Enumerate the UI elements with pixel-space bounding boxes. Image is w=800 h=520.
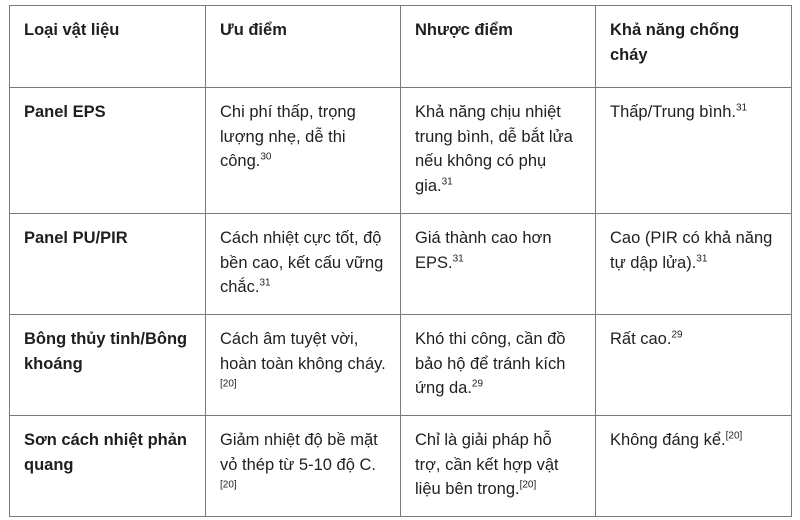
cons-cell: Giá thành cao hơn EPS.$^{31}$ bbox=[401, 214, 596, 315]
table-row bbox=[10, 88, 792, 214]
fire-cell: Thấp/Trung bình.$^{31}$ bbox=[596, 88, 792, 214]
fire-cell: Cao (PIR có khả năng tự dập lửa).$^{31}$ bbox=[596, 214, 792, 315]
fire-cell: Rất cao.$^{29}$ bbox=[596, 315, 792, 416]
citation[interactable]: 31 bbox=[452, 253, 464, 264]
citation[interactable]: 29 bbox=[671, 329, 683, 341]
citation[interactable]: [20] bbox=[519, 479, 537, 491]
header-cons: Nhược điểm bbox=[401, 6, 596, 88]
table-row bbox=[10, 315, 792, 416]
header-row bbox=[10, 6, 792, 88]
header-material: Loại vật liệu bbox=[10, 6, 206, 88]
citation[interactable]: 31 bbox=[259, 277, 271, 289]
cons-cell: Chỉ là giải pháp hỗ trợ, cần kết hợp vật liệu bên trong.[20] bbox=[401, 416, 596, 517]
cons-cell: Khó thi công, cần đồ bảo hộ để tránh kích ứng da.$^{29}$ bbox=[401, 315, 596, 416]
pros-cell: Chi phí thấp, trọng lượng nhẹ, dễ thi công.$^{30}$ bbox=[206, 88, 401, 214]
citation[interactable]: 30 bbox=[260, 151, 272, 163]
citation[interactable]: 29 bbox=[471, 378, 484, 390]
fire-cell: Không đáng kể.[20] bbox=[596, 416, 792, 517]
table-row bbox=[10, 214, 792, 315]
cons-cell: Khả năng chịu nhiệt trung bình, dễ bắt lửa nếu không có phụ gia.$^{31}$ bbox=[401, 88, 596, 214]
header-fire-resistance: Khả năng chống cháy bbox=[596, 6, 792, 88]
citation[interactable]: [20] bbox=[725, 430, 743, 442]
material-cell: Sơn cách nhiệt phản quang bbox=[10, 416, 206, 517]
pros-cell: Giảm nhiệt độ bề mặt vỏ thép từ 5-10 độ C.[20] bbox=[206, 416, 401, 517]
citation[interactable]: [20] bbox=[220, 378, 237, 390]
table-row bbox=[10, 416, 792, 517]
material-cell: Panel EPS bbox=[10, 88, 206, 214]
pros-cell: Cách âm tuyệt vời, hoàn toàn không cháy.[20] bbox=[206, 315, 401, 416]
citation[interactable]: 31 bbox=[696, 253, 708, 264]
citation[interactable]: 31 bbox=[441, 176, 453, 187]
header-pros: Ưu điểm bbox=[206, 6, 401, 88]
material-cell: Panel PU/PIR bbox=[10, 214, 206, 315]
citation[interactable]: 31 bbox=[735, 102, 748, 114]
pros-cell: Cách nhiệt cực tốt, độ bền cao, kết cấu vững chắc.$^{31}$ bbox=[206, 214, 401, 315]
comparison-table bbox=[9, 5, 792, 517]
citation[interactable]: [20] bbox=[220, 479, 237, 491]
material-cell: Bông thủy tinh/Bông khoáng bbox=[10, 315, 206, 416]
